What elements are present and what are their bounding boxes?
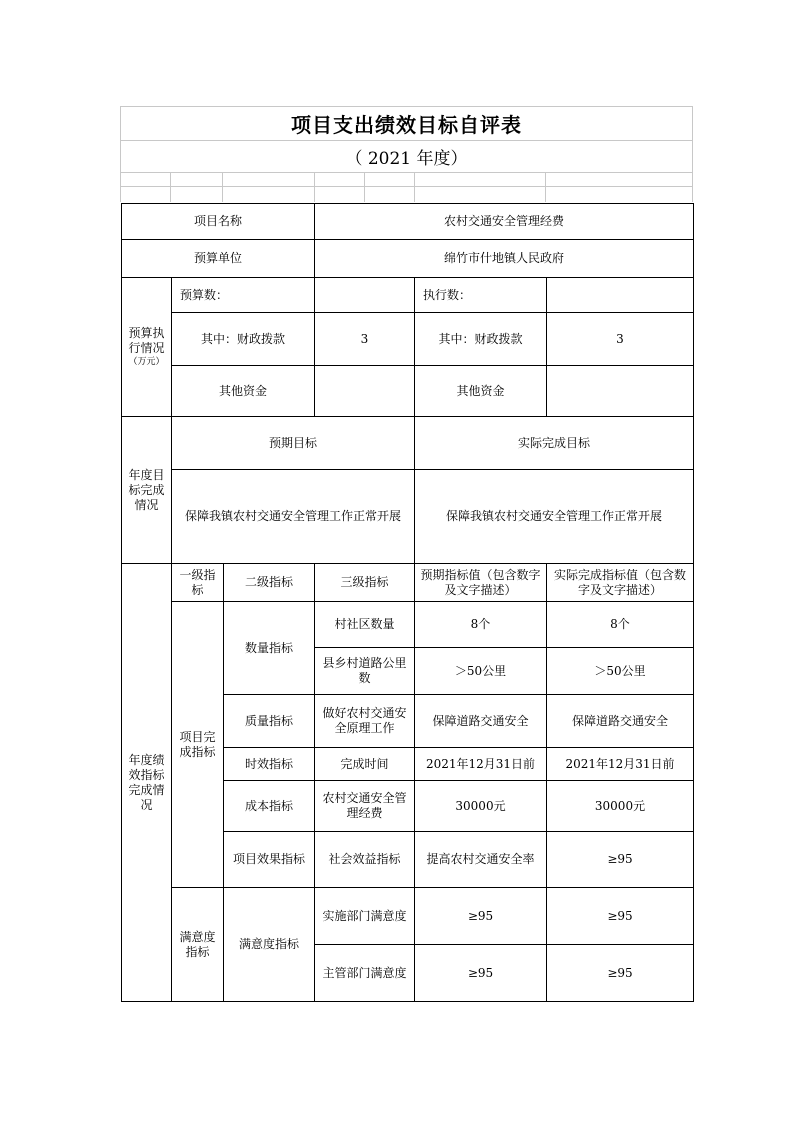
- table-row-expected: 8个: [415, 602, 547, 648]
- other-funds-label-1: 其他资金: [172, 366, 315, 417]
- table-row-actual: 2021年12月31日前: [547, 748, 694, 781]
- table-row-indicator: 实施部门满意度: [315, 888, 415, 945]
- table-row-actual: ＞50公里: [547, 648, 694, 695]
- sub-quantity: 数量指标: [224, 602, 315, 695]
- executed-amount-value: [547, 278, 694, 313]
- expected-goal-text: 保障我镇农村交通安全管理工作正常开展: [172, 470, 415, 564]
- group-effect: 项目效果指标: [224, 832, 315, 888]
- performance-section-label: [122, 564, 172, 1002]
- group-completion: 项目完成指标: [172, 602, 224, 888]
- expected-goal-header: 预期目标: [172, 417, 415, 470]
- table-row-indicator: 做好农村交通安全原理工作: [315, 695, 415, 748]
- table-row-expected: 保障道路交通安全: [415, 695, 547, 748]
- header-level1: 一级指标: [172, 564, 224, 602]
- table-row-actual: 30000元: [547, 781, 694, 832]
- project-name-value: 农村交通安全管理经费: [315, 204, 694, 240]
- budget-section-title: 预算执行情况: [128, 326, 165, 355]
- table-row-indicator: 完成时间: [315, 748, 415, 781]
- budget-amount-label: 预算数：: [172, 278, 315, 313]
- table-row-indicator: 主管部门满意度: [315, 945, 415, 1002]
- project-name-label: 项目名称: [122, 204, 315, 240]
- table-row-actual: 保障道路交通安全: [547, 695, 694, 748]
- header-actual-value: 实际完成指标值（包含数字及文字描述）: [547, 564, 694, 602]
- table-row-actual: ≥95: [547, 888, 694, 945]
- executed-amount-label: 执行数：: [415, 278, 547, 313]
- budget-unit-label: 预算单位: [122, 240, 315, 278]
- performance-section-title: 年度绩效指标完成情况: [128, 752, 165, 812]
- header-level2: 二级指标: [224, 564, 315, 602]
- document-year: （ 2021 年度）: [345, 148, 468, 169]
- table-row-indicator: 村社区数量: [315, 602, 415, 648]
- table-row-expected: ≥95: [415, 888, 547, 945]
- actual-goal-text: 保障我镇农村交通安全管理工作正常开展: [415, 470, 694, 564]
- table-row-indicator: 提高农村交通安全率: [415, 832, 547, 888]
- other-funds-label-2: 其他资金: [415, 366, 547, 417]
- performance-table: [121, 203, 694, 1002]
- document-title: 项目支出绩效目标自评表: [291, 112, 522, 137]
- fiscal-allocation-value-1: 3: [315, 313, 415, 366]
- group-satisfaction: 满意度指标: [172, 888, 224, 1002]
- annual-goal-section-label: [122, 417, 172, 564]
- budget-section-unit: （万元）: [128, 357, 165, 367]
- fiscal-allocation-label-1: 其中：财政拨款: [172, 313, 315, 366]
- sub-satisfaction: 满意度指标: [224, 888, 315, 1002]
- sub-timeliness: 时效指标: [224, 748, 315, 781]
- sub-quality: 质量指标: [224, 695, 315, 748]
- table-row-expected: ≥95: [547, 832, 694, 888]
- budget-section-label: [122, 278, 172, 417]
- table-row-expected: 30000元: [415, 781, 547, 832]
- table-row-expected: ＞50公里: [415, 648, 547, 695]
- budget-amount-value: [315, 278, 415, 313]
- other-funds-value-2: [547, 366, 694, 417]
- other-funds-value-1: [315, 366, 415, 417]
- title-area: [120, 106, 693, 202]
- header-expected-value: 预期指标值（包含数字及文字描述）: [415, 564, 547, 602]
- budget-unit-value: 绵竹市什地镇人民政府: [315, 240, 694, 278]
- table-row-indicator: 农村交通安全管理经费: [315, 781, 415, 832]
- header-level3: 三级指标: [315, 564, 415, 602]
- table-row-expected: ≥95: [415, 945, 547, 1002]
- sub-social: 社会效益指标: [315, 832, 415, 888]
- table-row-expected: 2021年12月31日前: [415, 748, 547, 781]
- annual-goal-section-title: 年度目标完成情况: [128, 467, 165, 512]
- actual-goal-header: 实际完成目标: [415, 417, 694, 470]
- table-row-actual: 8个: [547, 602, 694, 648]
- fiscal-allocation-label-2: 其中：财政拨款: [415, 313, 547, 366]
- fiscal-allocation-value-2: 3: [547, 313, 694, 366]
- sub-cost: 成本指标: [224, 781, 315, 832]
- table-row-indicator: 县乡村道路公里数: [315, 648, 415, 695]
- table-row-actual: ≥95: [547, 945, 694, 1002]
